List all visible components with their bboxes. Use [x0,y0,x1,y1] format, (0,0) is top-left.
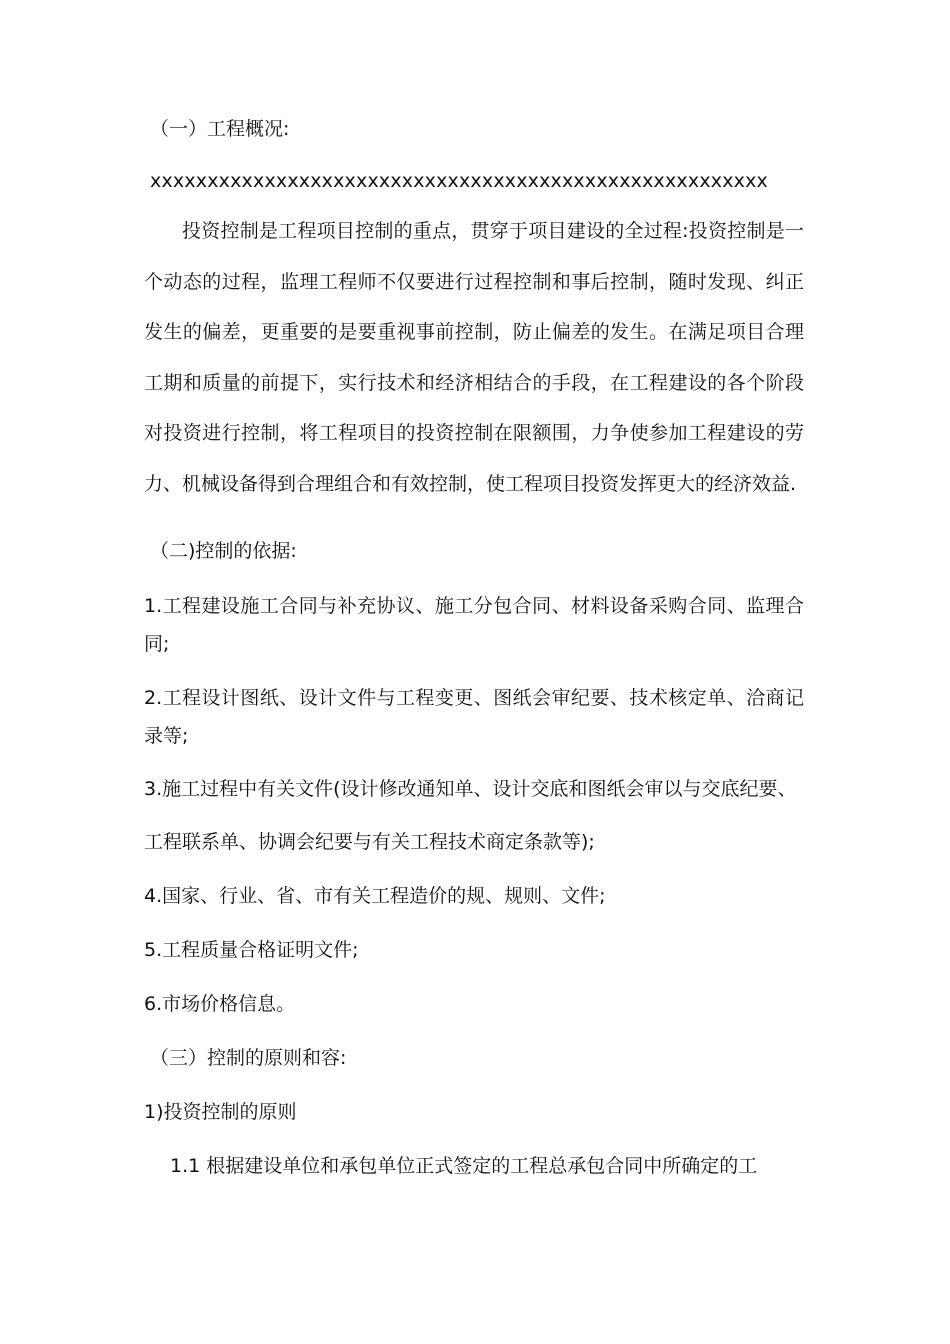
basis-item-5: 5.工程质量合格证明文件; [144,939,359,961]
clause-1-1: 1.1 根据建设单位和承包单位正式签定的工程总承包合同中所确定的工 [170,1155,758,1177]
basis-item-3-continued: 工程联系单、协调会纪要与有关工程技术商定条款等); [144,831,595,853]
investment-control-paragraph: 投资控制是工程项目控制的重点，贯穿于项目建设的全过程:投资控制是一个动态的过程，监理工程师不仅要进行过程控制和事后控制，随时发现、纠正发生的偏差，更重要的是要重视事前控制，防止偏差的发生。在满足项目合理工期和质量的前提下，实行技术和经济相结合的手段，在工程建设的各个阶段对投资进行控制，将工程项目的投资控制在限额围，力争使参加工程建设的劳力、机械设备得到合理组合和有效控制，使工程项目投资发挥更大的经济效益. [144,220,804,495]
basis-item-4: 4.国家、行业、省、市有关工程造价的规、规则、文件; [144,885,606,907]
section-heading-basis: （二)控制的依据: [150,540,297,562]
basis-item-2: 2.工程设计图纸、设计文件与工程变更、图纸会审纪要、技术核定单、洽商记录等; [144,687,804,747]
basis-item-1: 1.工程建设施工合同与补充协议、施工分包合同、材料设备采购合同、监理合同; [144,595,804,655]
section-heading-principles: （三）控制的原则和容: [150,1047,347,1069]
project-name-placeholder: xxxxxxxxxxxxxxxxxxxxxxxxxxxxxxxxxxxxxxxxxxxxxxxxxxxxxx [150,170,768,192]
basis-item-3: 3.施工过程中有关文件(设计修改通知单、设计交底和图纸会审以与交底纪要、 [144,778,797,800]
basis-item-6: 6.市场价格信息。 [144,993,296,1015]
sub-heading-investment-principle: 1)投资控制的原则 [144,1101,297,1123]
section-heading-overview: （一）工程概况: [150,118,290,140]
